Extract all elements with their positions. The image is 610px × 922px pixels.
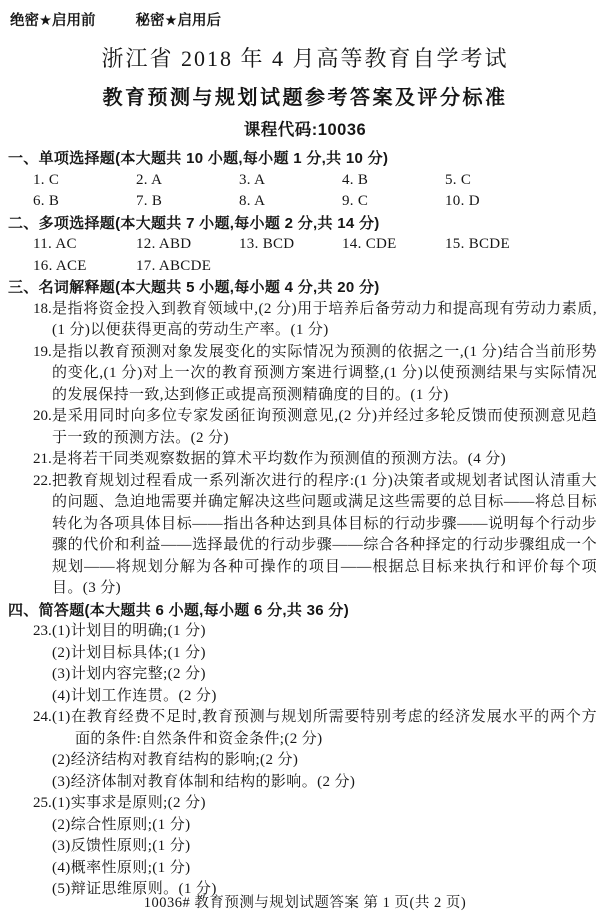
subitem-line: (3)计划内容完整;(2 分): [52, 666, 206, 682]
answer-cell: 13. BCD: [239, 236, 295, 252]
item-number: 21.: [33, 451, 52, 467]
section-heading-4: 四、简答题(本大题共 6 小题,每小题 6 分,共 36 分): [8, 601, 350, 619]
answer-item: [0, 406, 610, 449]
subitem-line: (2)经济结构对教育结构的影响;(2 分): [52, 752, 299, 768]
answer-item: [0, 707, 610, 793]
page-footer: 10036# 教育预测与规划试题答案 第 1 页(共 2 页): [143, 895, 467, 911]
item-text: 是将若干同类观察数据的算术平均数作为预测值的预测方法。(4 分): [52, 451, 507, 467]
classification-label-after-use: 秘密★启用后: [135, 13, 221, 29]
subitem-line: (2)综合性原则;(1 分): [52, 816, 191, 833]
answer-row: [0, 234, 610, 256]
answer-item: [0, 449, 610, 471]
section-heading-3: 三、名词解释题(本大题共 5 小题,每小题 4 分,共 20 分): [8, 279, 380, 296]
section-heading-1: 一、单项选择题(本大题共 10 小题,每小题 1 分,共 10 分): [8, 150, 389, 167]
classification-row: [0, 0, 610, 30]
item-number: 18.: [33, 300, 52, 317]
answer-cell: 14. CDE: [342, 236, 397, 252]
section-heading-2: 二、多项选择题(本大题共 7 小题,每小题 2 分,共 14 分): [8, 214, 380, 232]
subitem-line: (1)在教育经费不足时,教育预测与规划所需要特别考虑的经济发展水平的两个方面的条件:自然条件和资金条件;(2 分): [52, 709, 597, 747]
answer-cell: 15. BCDE: [445, 236, 510, 252]
answer-item: [0, 299, 610, 342]
answer-cell: 16. ACE: [33, 257, 87, 274]
item-number: 22.: [33, 472, 52, 489]
subitem-line: (4)概率性原则;(1 分): [52, 859, 191, 876]
answer-cell: 10. D: [445, 193, 480, 209]
subitem-line: (3)反馈性原则;(1 分): [52, 838, 191, 854]
sections-container: [0, 148, 610, 901]
answer-cell: 2. A: [136, 171, 163, 188]
item-number: 19.: [33, 343, 52, 360]
answer-cell: 6. B: [33, 193, 60, 209]
subitem-list: [52, 621, 597, 707]
subitem-list: [52, 793, 597, 901]
answer-cell: 4. B: [342, 171, 369, 188]
answer-cell: 11. AC: [33, 236, 77, 252]
answer-cell: 3. A: [239, 171, 266, 188]
item-text: 是指将资金投入到教育领域中,(2 分)用于培养后备劳动力和提高现有劳动力素质,(1 分)以便获得更高的劳动生产率。(1 分): [52, 300, 597, 338]
answer-cell: 9. C: [342, 193, 369, 209]
answer-item: [0, 793, 610, 901]
course-code: 课程代码:10036: [243, 121, 367, 139]
subitem-line: (1)计划目的明确;(1 分): [52, 623, 206, 639]
answer-row: [0, 170, 610, 192]
answer-cell: 1. C: [33, 171, 60, 188]
answer-cell: 17. ABCDE: [136, 257, 212, 274]
subitem-line: (4)计划工作连贯。(2 分): [52, 687, 217, 704]
item-number: 20.: [33, 408, 52, 424]
answer-item: [0, 471, 610, 600]
exam-title: 浙江省 2018 年 4 月高等教育自学考试: [101, 46, 509, 71]
answer-row: [0, 256, 610, 278]
subitem-line: (2)计划目标具体;(1 分): [52, 644, 206, 661]
item-text: 是指以教育预测对象发展变化的实际情况为预测的依据之一,(1 分)结合当前形势的变化,(1 分)对上一次的教育预测方案进行调整,(1 分)以使预测结果与实际情况的发展保持一致,达到修正或提高预测精确度的目的。(1 分): [52, 343, 597, 403]
answer-cell: 5. C: [445, 171, 472, 188]
answer-cell: 8. A: [239, 193, 266, 209]
subitem-line: (1)实事求是原则;(2 分): [52, 795, 206, 811]
item-text: 是采用同时向多位专家发函征询预测意见,(2 分)并经过多轮反馈而使预测意见趋于一致的预测方法。(2 分): [52, 408, 597, 446]
item-text: 把教育规划过程看成一系列渐次进行的程序:(1 分)决策者或规划者试图认清重大的问题、急迫地需要并确定解决这些问题或满足这些需要的总目标——将总目标转化为各项具体目标——指出各种达到具体目标的行动步骤——说明每个行动步骤的代价和利益——选择最优的行动步骤——综合各种择定的行动步骤组成一个规划——将规划分解为各种可操作的项目——根据总目标来执行和评价每个项目。(3 分): [52, 472, 597, 596]
exam-subtitle: 教育预测与规划试题参考答案及评分标准: [102, 87, 508, 109]
item-number: 23.: [33, 623, 52, 639]
answer-item: [0, 342, 610, 407]
item-number: 24.: [33, 709, 52, 725]
answer-cell: 12. ABD: [136, 236, 192, 252]
subitem-line: (5)辩证思维原则。(1 分): [52, 881, 217, 897]
subitem-line: (3)经济体制对教育体制和结构的影响。(2 分): [52, 773, 356, 790]
classification-label-before-use: 绝密★启用前: [10, 13, 96, 29]
answer-row: [0, 191, 610, 213]
item-number: 25.: [33, 795, 52, 811]
answer-cell: 7. B: [136, 193, 163, 209]
subitem-list: [52, 707, 597, 793]
answer-item: [0, 621, 610, 707]
